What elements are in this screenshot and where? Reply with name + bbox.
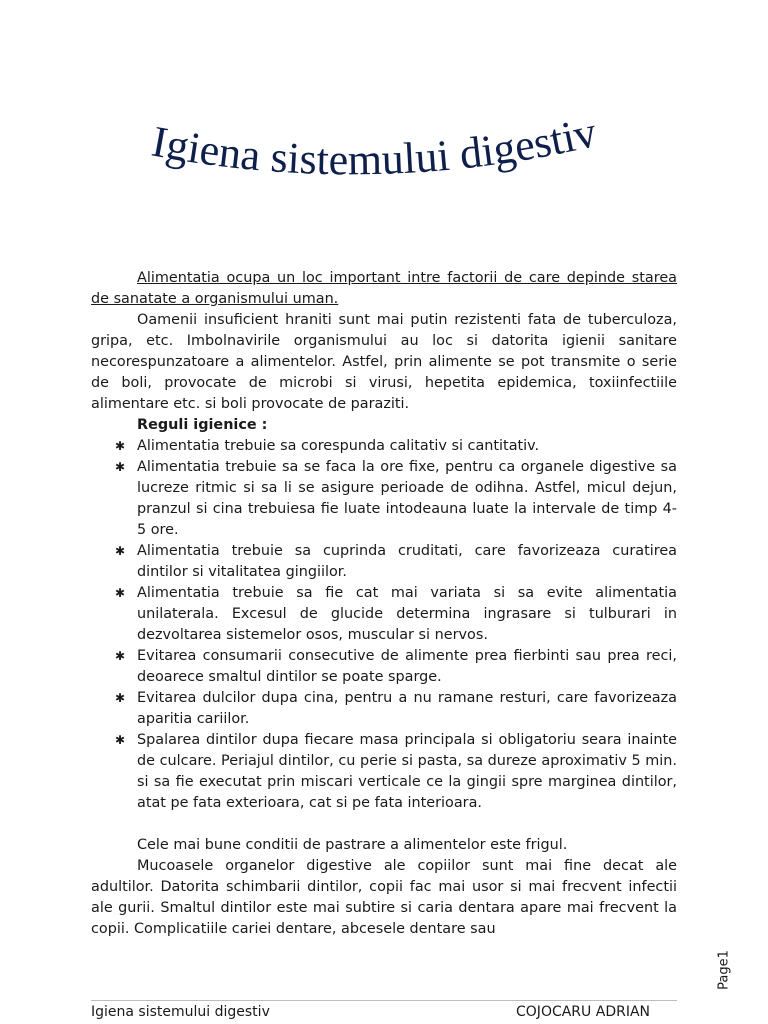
list-item: ✱ Alimentatia trebuie sa corespunda calitativ si cantitativ. [91,436,677,457]
list-item: ✱ Alimentatia trebuie sa se faca la ore fixe, pentru ca organele digestive sa lucreze ritmic si sa li se asigure perioade de odihna. Astfel, micul dejun, pranzul si cina trebuiesa fie luate intodeauna luate la intervale de timp 4-5 ore. [115,459,677,538]
document-title: Igiena sistemului digestiv [148,110,601,185]
list-item: ✱ Alimentatia trebuie sa cuprinda cruditati, care favorizeaza curatirea dintilor si vitalitatea gingiilor. [115,543,677,580]
storage-paragraph: Cele mai bune conditii de pastrare a alimentelor este frigul. [137,837,568,853]
bullet-star-icon: ✱ [115,439,126,453]
list-item: ✱ Evitarea dulcilor dupa cina, pentru a nu ramane resturi, care favorizeaza aparitia cariilor. [115,690,677,727]
rules-heading: Reguli igienice : [137,417,268,433]
page-number: Page1 [716,950,732,990]
list-item: ✱ Spalarea dintilor dupa fiecare masa principala si obligatoriu seara inainte de culcare. Periajul dintilor, cu perie si pasta, sa dureze aproximativ 5 min. si sa fie executat prin miscari verticale ce la gingii spre marginea dintilor, atat pe fata exterioara, cat si pe fata interioara. [115,732,677,811]
bullet-star-icon: ✱ [115,460,126,474]
document-body [91,268,677,940]
footer-divider [91,1000,677,1001]
bullet-star-icon: ✱ [115,649,126,663]
footer-title: Igiena sistemului digestiv [91,1004,270,1020]
bullet-star-icon: ✱ [115,586,126,600]
bullet-star-icon: ✱ [115,544,126,558]
intro-paragraph: Alimentatia ocupa un loc important intre factorii de care depinde starea de sanatate a organismului uman. [91,270,677,307]
document-title-wordart [140,110,630,210]
bullet-star-icon: ✱ [115,691,126,705]
list-item: ✱ Alimentatia trebuie sa fie cat mai variata si sa evite alimentatia unilaterala. Excesul de glucide determina ingrasare si tulburari in dezvoltarea sistemelor osos, muscular si nervos. [115,585,677,643]
footer-author: COJOCARU ADRIAN [516,1004,650,1020]
second-paragraph: Oamenii insuficient hraniti sunt mai putin rezistenti fata de tuberculoza, gripa, etc. Imbolnavirile organismului au loc si datorita igienii sanitare necorespunzatoare a alimentelor. Astfel, prin alimente se pot transmite o serie de boli, provocate de microbi si virusi, hepetita epidemica, toxiinfectiile alimentare etc. si boli provocate de paraziti. [91,312,677,412]
list-item: ✱ Evitarea consumarii consecutive de alimente prea fierbinti sau prea reci, deoarece smaltul dintilor se poate sparge. [115,648,677,685]
rules-list [91,436,677,814]
bullet-star-icon: ✱ [115,733,126,747]
children-paragraph: Mucoasele organelor digestive ale copiilor sunt mai fine decat ale adultilor. Datorita schimbarii dintilor, copii fac mai usor si mai frecvent infectii ale gurii. Smaltul dintilor este mai subtire si caria dentara apare mai frecvent la copii. Complicatiile cariei dentare, abcesele dentare sau [91,858,677,937]
